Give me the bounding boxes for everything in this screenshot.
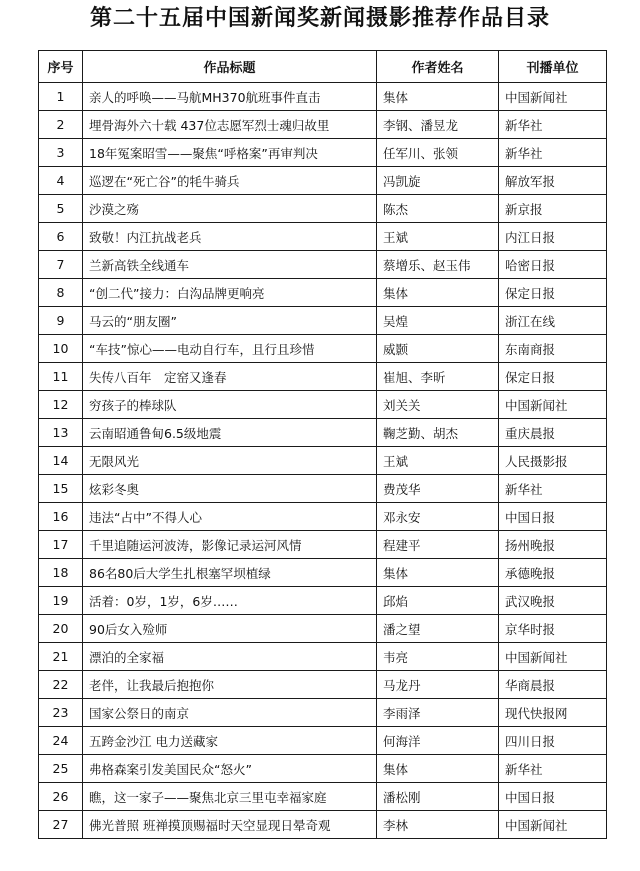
- cell-unit: 四川日报: [499, 727, 607, 755]
- table-row: [39, 727, 607, 755]
- table-row: [39, 223, 607, 251]
- cell-title: 云南昭通鲁甸6.5级地震: [83, 419, 377, 447]
- cell-unit: 中国新闻社: [499, 83, 607, 111]
- cell-title: 弗格森案引发美国民众“怒火”: [83, 755, 377, 783]
- cell-title: 18年冤案昭雪——聚焦“呼格案”再审判决: [83, 139, 377, 167]
- cell-number: 26: [39, 783, 83, 811]
- cell-number: 22: [39, 671, 83, 699]
- cell-unit: 京华时报: [499, 615, 607, 643]
- cell-title: 佛光普照 班禅摸顶赐福时天空显现日晕奇观: [83, 811, 377, 839]
- cell-unit: 东南商报: [499, 335, 607, 363]
- cell-author: 邱焰: [377, 587, 499, 615]
- table-row: [39, 447, 607, 475]
- cell-title: 千里追随运河波涛，影像记录运河风情: [83, 531, 377, 559]
- table-row: [39, 335, 607, 363]
- cell-number: 4: [39, 167, 83, 195]
- cell-number: 10: [39, 335, 83, 363]
- column-header-author: 作者姓名: [377, 51, 499, 83]
- table-row: [39, 307, 607, 335]
- cell-number: 23: [39, 699, 83, 727]
- cell-number: 8: [39, 279, 83, 307]
- cell-title: 无限风光: [83, 447, 377, 475]
- cell-author: 潘松刚: [377, 783, 499, 811]
- cell-number: 20: [39, 615, 83, 643]
- cell-author: 崔旭、李昕: [377, 363, 499, 391]
- cell-title: 失传八百年 定窑又逢春: [83, 363, 377, 391]
- cell-author: 王斌: [377, 223, 499, 251]
- cell-author: 邓永安: [377, 503, 499, 531]
- table-row: [39, 167, 607, 195]
- cell-unit: 保定日报: [499, 279, 607, 307]
- cell-title: “创二代”接力：白沟品牌更响亮: [83, 279, 377, 307]
- table-row: [39, 139, 607, 167]
- cell-author: 李钢、潘昱龙: [377, 111, 499, 139]
- table-row: [39, 643, 607, 671]
- cell-author: 任军川、张领: [377, 139, 499, 167]
- cell-unit: 新华社: [499, 111, 607, 139]
- cell-unit: 承德晚报: [499, 559, 607, 587]
- table-row: [39, 783, 607, 811]
- cell-unit: 哈密日报: [499, 251, 607, 279]
- cell-title: 90后女入殓师: [83, 615, 377, 643]
- column-header-number: 序号: [39, 51, 83, 83]
- cell-number: 16: [39, 503, 83, 531]
- cell-title: 致敬！内江抗战老兵: [83, 223, 377, 251]
- cell-title: 老伴，让我最后抱抱你: [83, 671, 377, 699]
- table-row: [39, 251, 607, 279]
- table-row: [39, 587, 607, 615]
- cell-author: 威颢: [377, 335, 499, 363]
- cell-author: 韦亮: [377, 643, 499, 671]
- cell-number: 1: [39, 83, 83, 111]
- cell-title: 五跨金沙江 电力送藏家: [83, 727, 377, 755]
- cell-author: 潘之望: [377, 615, 499, 643]
- cell-number: 5: [39, 195, 83, 223]
- cell-author: 何海洋: [377, 727, 499, 755]
- cell-author: 李林: [377, 811, 499, 839]
- table-row: [39, 755, 607, 783]
- cell-unit: 新京报: [499, 195, 607, 223]
- cell-unit: 内江日报: [499, 223, 607, 251]
- cell-author: 集体: [377, 559, 499, 587]
- cell-title: 活着：0岁，1岁，6岁……: [83, 587, 377, 615]
- cell-author: 吴煌: [377, 307, 499, 335]
- cell-number: 9: [39, 307, 83, 335]
- cell-number: 17: [39, 531, 83, 559]
- cell-unit: 中国新闻社: [499, 811, 607, 839]
- cell-title: 沙漠之殇: [83, 195, 377, 223]
- cell-author: 刘关关: [377, 391, 499, 419]
- cell-unit: 中国新闻社: [499, 643, 607, 671]
- cell-title: 炫彩冬奥: [83, 475, 377, 503]
- cell-number: 6: [39, 223, 83, 251]
- cell-title: 穷孩子的棒球队: [83, 391, 377, 419]
- works-table: [38, 50, 607, 839]
- cell-unit: 人民摄影报: [499, 447, 607, 475]
- cell-unit: 解放军报: [499, 167, 607, 195]
- cell-author: 冯凯旋: [377, 167, 499, 195]
- cell-title: 违法“占中”不得人心: [83, 503, 377, 531]
- cell-author: 蔡增乐、赵玉伟: [377, 251, 499, 279]
- cell-unit: 新华社: [499, 475, 607, 503]
- cell-author: 集体: [377, 755, 499, 783]
- cell-unit: 中国日报: [499, 503, 607, 531]
- table-row: [39, 391, 607, 419]
- cell-number: 24: [39, 727, 83, 755]
- table-row: [39, 811, 607, 839]
- cell-unit: 扬州晚报: [499, 531, 607, 559]
- table-row: [39, 615, 607, 643]
- cell-unit: 中国日报: [499, 783, 607, 811]
- table-row: [39, 559, 607, 587]
- cell-author: 王斌: [377, 447, 499, 475]
- cell-number: 19: [39, 587, 83, 615]
- table-row: [39, 195, 607, 223]
- cell-unit: 重庆晨报: [499, 419, 607, 447]
- cell-number: 12: [39, 391, 83, 419]
- table-row: [39, 475, 607, 503]
- cell-title: 埋骨海外六十载 437位志愿军烈士魂归故里: [83, 111, 377, 139]
- cell-author: 集体: [377, 83, 499, 111]
- table-row: [39, 83, 607, 111]
- cell-number: 18: [39, 559, 83, 587]
- cell-unit: 华商晨报: [499, 671, 607, 699]
- cell-author: 费茂华: [377, 475, 499, 503]
- cell-title: “车技”惊心——电动自行车，且行且珍惜: [83, 335, 377, 363]
- table-row: [39, 531, 607, 559]
- cell-number: 13: [39, 419, 83, 447]
- cell-number: 15: [39, 475, 83, 503]
- table-row: [39, 111, 607, 139]
- column-header-unit: 刊播单位: [499, 51, 607, 83]
- cell-title: 漂泊的全家福: [83, 643, 377, 671]
- cell-title: 86名80后大学生扎根塞罕坝植绿: [83, 559, 377, 587]
- cell-title: 国家公祭日的南京: [83, 699, 377, 727]
- cell-author: 程建平: [377, 531, 499, 559]
- cell-title: 巡逻在“死亡谷”的牦牛骑兵: [83, 167, 377, 195]
- cell-number: 14: [39, 447, 83, 475]
- table-row: [39, 503, 607, 531]
- cell-title: 马云的“朋友圈”: [83, 307, 377, 335]
- cell-number: 27: [39, 811, 83, 839]
- column-header-title: 作品标题: [83, 51, 377, 83]
- cell-author: 李雨泽: [377, 699, 499, 727]
- cell-unit: 新华社: [499, 139, 607, 167]
- cell-unit: 武汉晚报: [499, 587, 607, 615]
- cell-unit: 保定日报: [499, 363, 607, 391]
- cell-number: 11: [39, 363, 83, 391]
- table-row: [39, 699, 607, 727]
- cell-author: 集体: [377, 279, 499, 307]
- table-row: [39, 279, 607, 307]
- table-header-row: [39, 51, 607, 83]
- cell-number: 7: [39, 251, 83, 279]
- cell-unit: 中国新闻社: [499, 391, 607, 419]
- cell-number: 21: [39, 643, 83, 671]
- cell-unit: 浙江在线: [499, 307, 607, 335]
- table-row: [39, 363, 607, 391]
- cell-unit: 现代快报网: [499, 699, 607, 727]
- cell-author: 鞠芝勤、胡杰: [377, 419, 499, 447]
- cell-author: 陈杰: [377, 195, 499, 223]
- cell-title: 兰新高铁全线通车: [83, 251, 377, 279]
- cell-number: 2: [39, 111, 83, 139]
- cell-number: 25: [39, 755, 83, 783]
- table-row: [39, 671, 607, 699]
- cell-author: 马龙丹: [377, 671, 499, 699]
- table-body: [39, 83, 607, 839]
- table-row: [39, 419, 607, 447]
- page-title: 第二十五届中国新闻奖新闻摄影推荐作品目录: [89, 6, 550, 31]
- cell-title: 瞧，这一家子——聚焦北京三里屯幸福家庭: [83, 783, 377, 811]
- cell-unit: 新华社: [499, 755, 607, 783]
- cell-title: 亲人的呼唤——马航MH370航班事件直击: [83, 83, 377, 111]
- cell-number: 3: [39, 139, 83, 167]
